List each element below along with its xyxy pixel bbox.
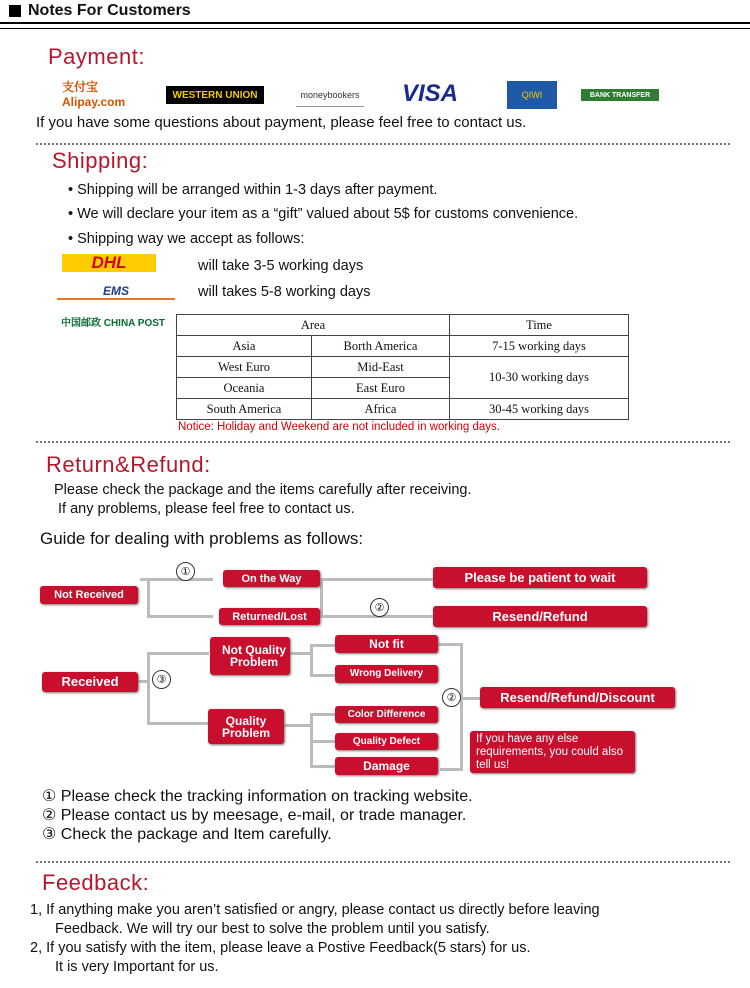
area-header: Area — [177, 315, 450, 336]
visa-logo: VISA — [401, 80, 458, 107]
payment-heading: Payment: — [48, 44, 145, 69]
shipping-bullet: • We will declare your item as a “gift” valued about 5$ for customs convenience. — [68, 206, 579, 222]
table-cell: South America — [177, 399, 312, 420]
payment-note: If you have some questions about payment, please feel free to contact us. — [36, 114, 527, 131]
table-cell: East Euro — [312, 378, 450, 399]
dotted-divider — [36, 441, 730, 443]
step-3-marker: ③ — [152, 670, 171, 689]
refund-line: Please check the package and the items carefully after receiving. — [54, 482, 472, 498]
table-header-row — [177, 315, 629, 336]
connector — [147, 722, 209, 725]
time-header: Time — [450, 315, 629, 336]
connector — [290, 652, 310, 655]
moneybookers-logo: moneybookers — [296, 84, 364, 107]
connector — [320, 578, 433, 581]
quality-problem-box: Quality Problem — [208, 709, 284, 744]
connector — [310, 644, 313, 676]
connector — [147, 578, 150, 618]
connector — [310, 713, 335, 716]
refund-heading: Return&Refund: — [46, 452, 211, 477]
feedback-line: Feedback. We will try our best to solve the problem until you satisfy. — [55, 921, 490, 937]
shipping-time-table — [176, 314, 629, 420]
connector — [310, 674, 335, 677]
dhl-logo: DHL — [62, 254, 156, 272]
qiwi-logo: QIWI — [507, 81, 557, 109]
dotted-divider — [36, 143, 730, 145]
western-union-logo: WESTERN UNION — [166, 86, 264, 104]
connector — [147, 652, 209, 655]
connector — [460, 697, 480, 700]
shipping-notice: Notice: Holiday and Weekend are not included in working days. — [178, 421, 500, 433]
table-cell: 10-30 working days — [450, 357, 629, 399]
guide-title: Guide for dealing with problems as follows: — [40, 529, 364, 548]
connector — [460, 643, 463, 771]
connector — [320, 578, 323, 618]
on-the-way-box: On the Way — [223, 570, 320, 587]
connector — [310, 740, 335, 743]
wrong-delivery-box: Wrong Delivery — [335, 665, 438, 683]
connector — [147, 615, 213, 618]
else-requirements-note: If you have any else requirements, you could also tell us! — [470, 731, 635, 773]
dotted-divider — [36, 861, 730, 863]
step-2-marker: ② — [370, 598, 389, 617]
step-1-marker: ① — [176, 562, 195, 581]
table-cell: West Euro — [177, 357, 312, 378]
feedback-line: 2, If you satisfy with the item, please leave a Postive Feedback(5 stars) for us. — [30, 940, 531, 956]
shipping-heading: Shipping: — [52, 148, 149, 173]
top-bar — [0, 0, 750, 24]
ems-text: will takes 5-8 working days — [198, 284, 371, 300]
refund-line: If any problems, please feel free to contact us. — [58, 501, 355, 517]
feedback-line: 1, If anything make you aren’t satisfied or angry, please contact us directly before leaving — [30, 902, 600, 918]
returned-lost-box: Returned/Lost — [219, 608, 320, 625]
table-row — [177, 357, 629, 378]
table-row — [177, 336, 629, 357]
damage-box: Damage — [335, 757, 438, 775]
not-received-box: Not Received — [40, 586, 138, 604]
not-fit-box: Not fit — [335, 635, 438, 653]
received-box: Received — [42, 672, 138, 692]
connector — [147, 652, 150, 724]
page-title: Notes For Customers — [28, 2, 191, 19]
table-cell: Africa — [312, 399, 450, 420]
step-2-marker: ② — [442, 688, 461, 707]
connector — [284, 724, 310, 727]
connector — [438, 643, 460, 646]
table-cell: Borth America — [312, 336, 450, 357]
ems-logo: EMS — [57, 284, 175, 300]
table-row — [177, 399, 629, 420]
step-line: ③ Check the package and Item carefully. — [42, 826, 332, 843]
color-difference-box: Color Difference — [335, 706, 438, 723]
resend-refund-discount-box: Resend/Refund/Discount — [480, 687, 675, 708]
quality-defect-box: Quality Defect — [335, 733, 438, 750]
connector — [310, 644, 335, 647]
table-cell: Mid-East — [312, 357, 450, 378]
feedback-line: It is very Important for us. — [55, 959, 219, 975]
step-line: ② Please contact us by meesage, e-mail, or trade manager. — [42, 807, 467, 824]
divider — [0, 28, 750, 29]
connector — [440, 768, 462, 771]
shipping-bullet: • Shipping way we accept as follows: — [68, 231, 305, 247]
alipay-logo: 支付宝 Alipay.com — [62, 79, 126, 109]
shipping-bullet: • Shipping will be arranged within 1-3 days after payment. — [68, 182, 438, 198]
resend-refund-box: Resend/Refund — [433, 606, 647, 627]
connector — [310, 765, 335, 768]
table-cell: 7-15 working days — [450, 336, 629, 357]
be-patient-box: Please be patient to wait — [433, 567, 647, 588]
step-line: ① Please check the tracking information on tracking website. — [42, 788, 473, 805]
dhl-text: will take 3-5 working days — [198, 258, 364, 274]
table-cell: 30-45 working days — [450, 399, 629, 420]
bank-transfer-logo: BANK TRANSFER — [581, 89, 659, 101]
table-cell: Asia — [177, 336, 312, 357]
square-icon — [9, 5, 21, 17]
feedback-heading: Feedback: — [42, 870, 150, 895]
table-cell: Oceania — [177, 378, 312, 399]
china-post-logo: 中国邮政 CHINA POST — [60, 317, 166, 329]
not-quality-problem-box: Not Quality Problem — [210, 637, 290, 675]
